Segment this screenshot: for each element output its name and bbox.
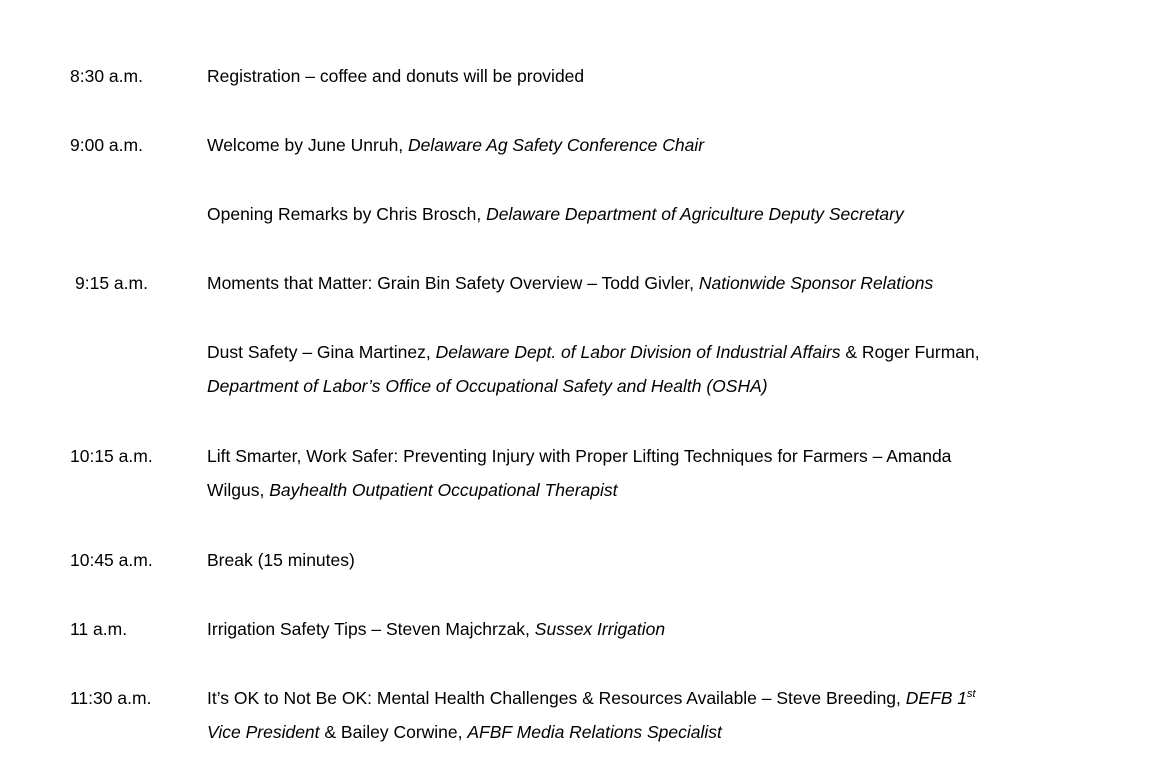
- agenda-time: 10:45 a.m.: [70, 550, 153, 570]
- agenda-text: Opening Remarks by Chris Brosch,: [207, 204, 487, 224]
- agenda-text: Moments that Matter: Grain Bin Safety Overview – Todd Givler,: [207, 273, 699, 293]
- agenda-text: Break (15 minutes): [207, 550, 355, 570]
- agenda-line: [207, 681, 1112, 715]
- agenda-line: [207, 612, 1112, 646]
- agenda-text: & Roger Furman,: [840, 342, 980, 362]
- agenda-description: [207, 681, 1112, 749]
- agenda-description: [207, 335, 1112, 403]
- agenda-line: [207, 715, 1112, 749]
- agenda-line: [207, 335, 1112, 369]
- agenda-affiliation: AFBF Media Relations Specialist: [467, 722, 722, 742]
- ordinal-superscript: st: [967, 688, 976, 701]
- agenda-affiliation: Bayhealth Outpatient Occupational Therapist: [269, 480, 618, 500]
- agenda-time: 9:00 a.m.: [70, 135, 143, 155]
- agenda-description: [207, 59, 1112, 93]
- agenda-affiliation: Delaware Ag Safety Conference Chair: [408, 135, 705, 155]
- agenda-description: [207, 543, 1112, 577]
- agenda-affiliation: Nationwide Sponsor Relations: [698, 273, 934, 293]
- agenda-text: Lift Smarter, Work Safer: Preventing Injury with Proper Lifting Techniques for Farmers – Amanda: [207, 446, 952, 466]
- agenda-time: 8:30 a.m.: [70, 66, 143, 86]
- agenda-description: [207, 197, 1112, 231]
- agenda-line: [207, 473, 1112, 507]
- agenda-description: [207, 612, 1112, 646]
- agenda-affiliation: Department of Labor’s Office of Occupational Safety and Health (OSHA): [207, 376, 768, 396]
- agenda-time: 11:30 a.m.: [70, 688, 152, 708]
- agenda-line: [207, 543, 1112, 577]
- agenda-line: [207, 197, 1112, 231]
- agenda-text: Registration – coffee and donuts will be provided: [207, 66, 585, 86]
- agenda-line: [207, 439, 1112, 473]
- agenda-affiliation: Delaware Department of Agriculture Deputy Secretary: [486, 204, 904, 224]
- agenda-text: & Bailey Corwine,: [319, 722, 468, 742]
- agenda-time: 10:15 a.m.: [70, 446, 153, 466]
- agenda-time: 11 a.m.: [70, 619, 128, 639]
- agenda-description: [207, 266, 1112, 300]
- agenda-line: [207, 59, 1112, 93]
- agenda-time: 9:15 a.m.: [75, 273, 148, 293]
- agenda-line: [207, 266, 1112, 300]
- agenda-affiliation: Delaware Dept. of Labor Division of Industrial Affairs: [435, 342, 841, 362]
- agenda-affiliation: Sussex Irrigation: [534, 619, 666, 639]
- agenda-line: [207, 369, 1112, 403]
- agenda-description: [207, 439, 1112, 507]
- agenda-affiliation: [906, 688, 976, 708]
- agenda-text: Dust Safety – Gina Martinez,: [207, 342, 436, 362]
- agenda-text: Wilgus,: [207, 480, 270, 500]
- agenda-text: It’s OK to Not Be OK: Mental Health Challenges & Resources Available – Steve Breeding,: [207, 688, 906, 708]
- agenda-line: [207, 128, 1112, 162]
- agenda-text: Welcome by June Unruh,: [207, 135, 409, 155]
- agenda-affiliation: Vice President: [207, 722, 320, 742]
- agenda-text: Irrigation Safety Tips – Steven Majchrzak,: [207, 619, 535, 639]
- agenda-affiliation-text: DEFB 1: [905, 688, 968, 708]
- agenda-description: [207, 128, 1112, 162]
